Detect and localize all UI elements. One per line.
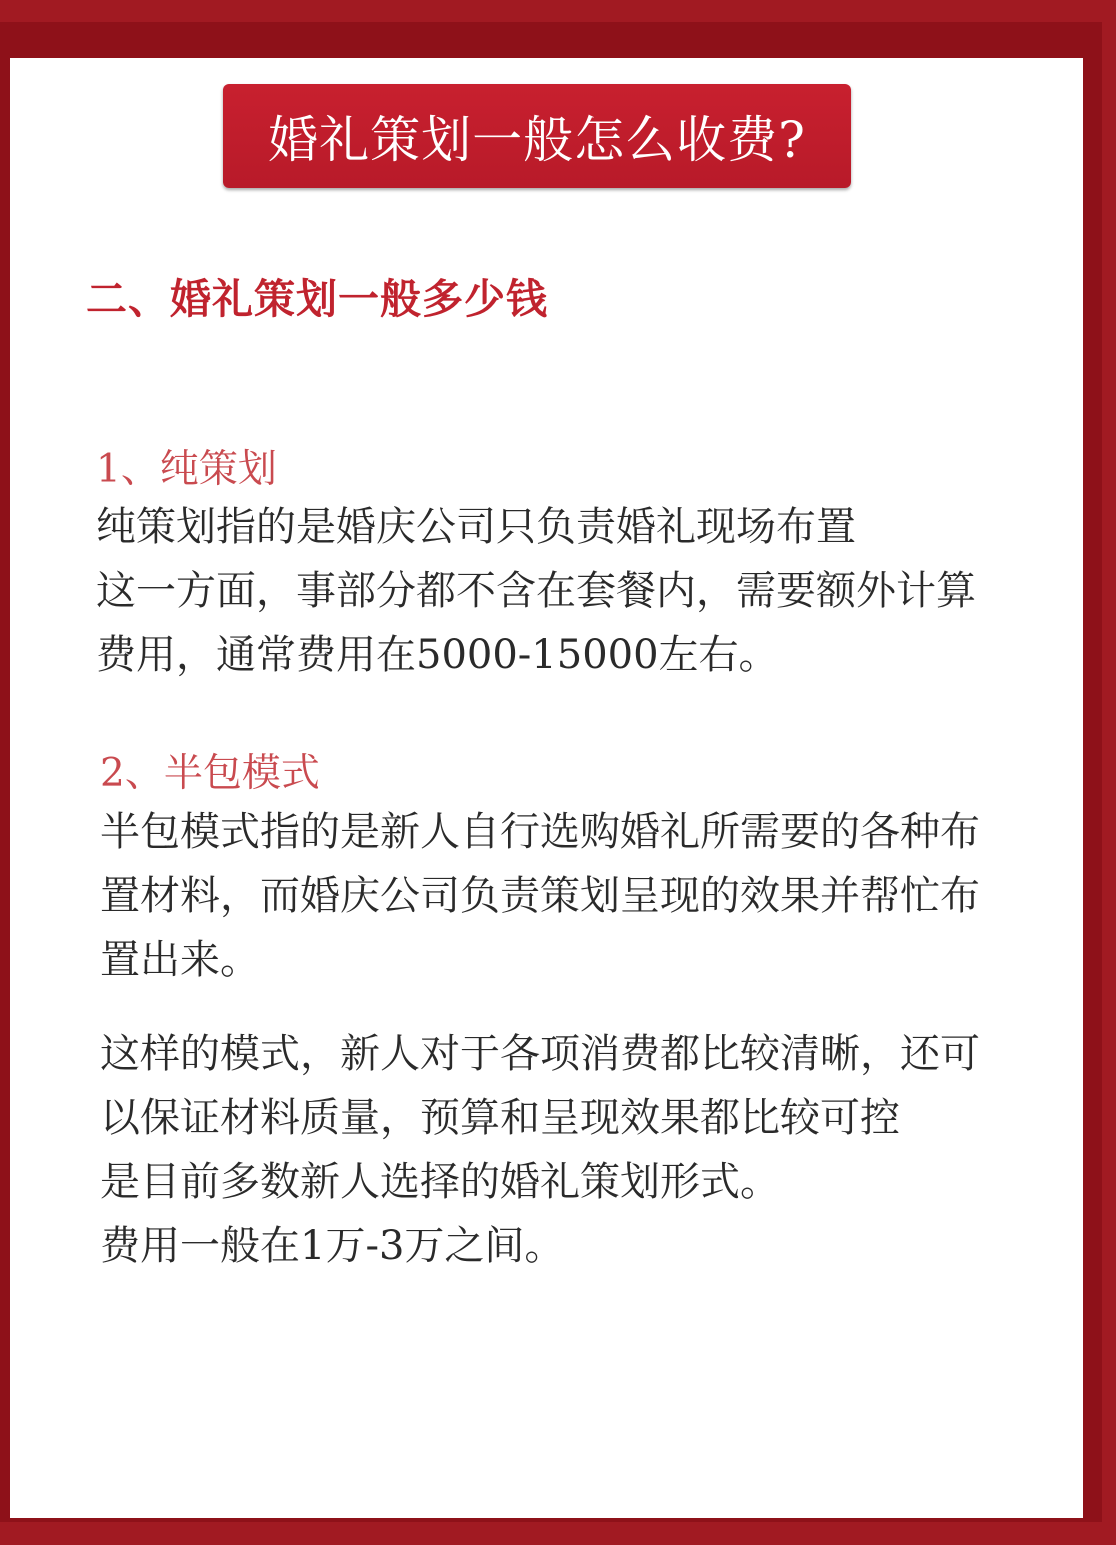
section-heading: 二、婚礼策划一般多少钱 xyxy=(86,275,548,323)
title-banner xyxy=(223,84,851,188)
item-2-line: 置出来。 xyxy=(100,937,260,983)
item-1-line: 这一方面，事部分都不含在套餐内，需要额外计算 xyxy=(96,568,976,614)
item-1-line: 纯策划指的是婚庆公司只负责婚礼现场布置 xyxy=(96,504,856,550)
item-2-line: 半包模式指的是新人自行选购婚礼所需要的各种布 xyxy=(100,809,980,855)
item-2-paragraph xyxy=(100,800,980,992)
item-2-line: 置材料，而婚庆公司负责策划呈现的效果并帮忙布 xyxy=(100,873,980,919)
item-1-heading: 1、纯策划 xyxy=(96,447,277,492)
item-2-extra-line: 以保证材料质量，预算和呈现效果都比较可控 xyxy=(100,1095,900,1141)
page-title: 婚礼策划一般怎么收费? xyxy=(268,111,806,169)
item-2-extra-line: 费用一般在1万-3万之间。 xyxy=(100,1223,565,1269)
item-2-extra-paragraph xyxy=(100,1022,980,1278)
item-2-extra-line: 是目前多数新人选择的婚礼策划形式。 xyxy=(100,1159,780,1205)
item-2-heading: 2、半包模式 xyxy=(100,751,320,796)
item-1-line: 费用，通常费用在5000-15000左右。 xyxy=(96,632,779,678)
item-1-paragraph xyxy=(96,495,976,687)
item-2-extra-line: 这样的模式，新人对于各项消费都比较清晰，还可 xyxy=(100,1031,980,1077)
